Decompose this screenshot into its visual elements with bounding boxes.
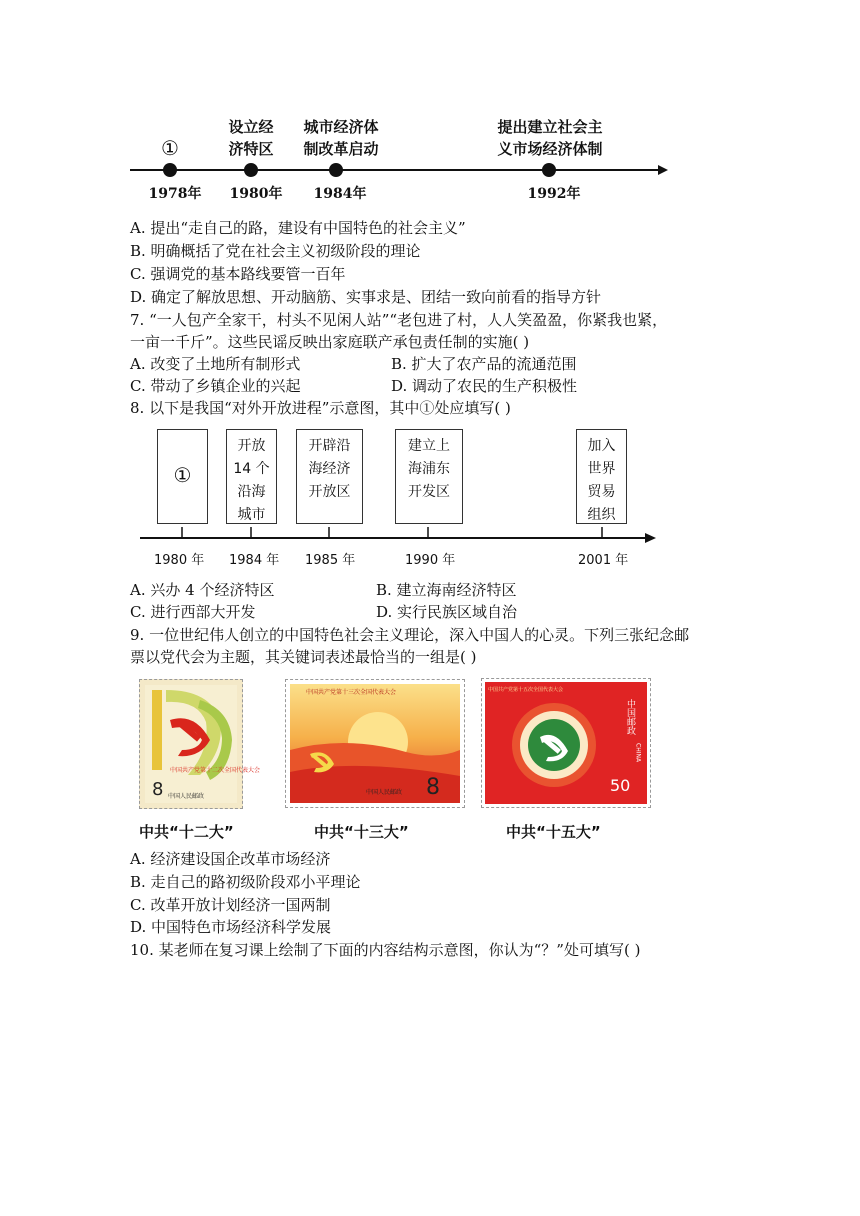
box-line: 加入: [587, 438, 616, 454]
q7-stem-line-2: 一亩一千斤”。这些民谣反映出家庭联产承包责任制的实施( ): [130, 333, 530, 351]
q6-option-d: D. 确定了解放思想、开动脑筋、实事求是、团结一致向前看的指导方针: [130, 288, 602, 306]
box-line: 世界: [587, 461, 616, 477]
q10-stem: 10. 某老师在复习课上绘制了下面的内容结构示意图，你认为“？”处可填写( ): [130, 941, 641, 959]
box-line: 建立上: [408, 438, 450, 454]
diagram-box-4: [395, 429, 463, 524]
box-line: 海经济: [308, 461, 351, 477]
box-line: 贸易: [587, 484, 616, 500]
timeline-year: 1992年: [527, 186, 581, 202]
timeline-event-2-label-top: 设立经: [228, 118, 274, 136]
stamp-3-issuer-en: CHINA: [634, 743, 642, 763]
timeline-dot: [329, 163, 343, 177]
diagram-box-3: [296, 429, 363, 524]
diagram-box-1: [157, 429, 208, 524]
box-line: 开放区: [308, 484, 351, 500]
diagram-year: 1980 年: [154, 553, 205, 568]
diagram-year: 2001 年: [578, 553, 629, 568]
timeline-1-axis: [125, 158, 670, 182]
stamp-1-face-value: 8: [152, 779, 164, 800]
q8-stem: 8. 以下是我国“对外开放进程”示意图，其中①处应填写( ): [130, 399, 511, 417]
timeline-dot: [542, 163, 556, 177]
box-line: 14 个: [233, 461, 270, 477]
q6-option-a: A. 提出“走自己的路，建设有中国特色的社会主义”: [130, 219, 466, 237]
q7-stem-line-1: 7. “一人包产全家干，村头不见闲人站”“老包进了村，人人笑盈盈，你紧我也紧，: [130, 311, 668, 329]
diagram-box-2: [226, 429, 277, 524]
stamp-3-face-value: 50: [610, 776, 631, 795]
q9-stem-line-2: 票以党代会为主题，其关键词表述最恰当的一组是( ): [130, 648, 477, 666]
stamp-1-issuer: 中国人民邮政: [168, 793, 205, 800]
stamp-15th-art: [482, 679, 650, 807]
timeline-year: 1980年: [229, 186, 283, 202]
box-line: 沿海: [237, 484, 266, 500]
diagram-axis: [135, 527, 660, 549]
stamp-12th-congress: [139, 679, 261, 809]
q7-option-c: C. 带动了乡镇企业的兴起: [130, 377, 301, 395]
box-line: 组织: [587, 507, 616, 523]
timeline-year: 1984年: [313, 186, 367, 202]
q7-option-d: D. 调动了农民的生产积极性: [391, 377, 578, 395]
box-line: 城市: [237, 507, 266, 523]
stamp-2-issuer: 中国人民邮政: [366, 789, 403, 796]
timeline-event-3-label-bottom: 制改革启动: [303, 140, 379, 158]
diagram-box-5: [576, 429, 627, 524]
timeline-dot: [244, 163, 258, 177]
timeline-dot: [163, 163, 177, 177]
q6-option-c: C. 强调党的基本路线要管一百年: [130, 265, 346, 283]
box-line: 开放: [237, 438, 266, 454]
q7-option-b: B. 扩大了农产品的流通范围: [391, 355, 577, 373]
timeline-event-4-label-top: 提出建立社会主: [497, 118, 603, 136]
stamp-2-top-text: 中国共产党第十三次全国代表大会: [306, 689, 397, 696]
box-line: ①: [173, 463, 192, 487]
box-line: 海浦东: [408, 461, 450, 477]
timeline-event-4-label-bottom: 义市场经济体制: [497, 140, 603, 158]
q7-option-a: A. 改变了土地所有制形式: [130, 355, 301, 373]
q6-option-b: B. 明确概括了党在社会主义初级阶段的理论: [130, 242, 421, 260]
q8-option-c: C. 进行西部大开发: [130, 603, 256, 621]
timeline-event-3-label-top: 城市经济体: [303, 118, 379, 136]
q9-option-d: D. 中国特色市场经济科学发展: [130, 918, 332, 936]
stamp-3-caption: 中共“十五大”: [506, 823, 601, 841]
stamp-3-issuer: 中国邮政: [625, 699, 635, 735]
stamp-15th-congress: [481, 678, 651, 808]
stamp-1-caption: 中共“十二大”: [139, 823, 234, 841]
q8-option-a: A. 兴办 4 个经济特区: [130, 581, 275, 599]
timeline-event-2-label-bottom: 济特区: [228, 140, 274, 158]
stamp-2-face-value: 8: [426, 775, 440, 800]
stamp-2-caption: 中共“十三大”: [314, 823, 409, 841]
box-line: 开辟沿: [308, 438, 351, 454]
stamp-3-top-text: 中国共产党第十五次全国代表大会: [488, 687, 564, 693]
diagram-year: 1984 年: [229, 553, 280, 568]
timeline-year: 1978年: [148, 186, 202, 202]
stamp-1-top-text: 中国共产党第十二次全国代表大会: [170, 767, 261, 774]
q8-option-b: B. 建立海南经济特区: [376, 581, 517, 599]
q9-option-c: C. 改革开放计划经济一国两制: [130, 896, 331, 914]
stamp-13th-congress: [285, 679, 465, 808]
box-line: 开发区: [408, 484, 450, 500]
q8-option-d: D. 实行民族区域自治: [376, 603, 518, 621]
q9-stem-line-1: 9. 一位世纪伟人创立的中国特色社会主义理论，深入中国人的心灵。下列三张纪念邮: [130, 626, 690, 644]
q9-option-b: B. 走自己的路初级阶段邓小平理论: [130, 873, 361, 891]
diagram-year: 1990 年: [405, 553, 456, 568]
diagram-year: 1985 年: [305, 553, 356, 568]
stamp-13th-art: [286, 680, 464, 807]
q9-option-a: A. 经济建设国企改革市场经济: [130, 850, 331, 868]
timeline-event-1-label: ①: [161, 136, 179, 160]
stamp-12th-art: [140, 680, 261, 808]
